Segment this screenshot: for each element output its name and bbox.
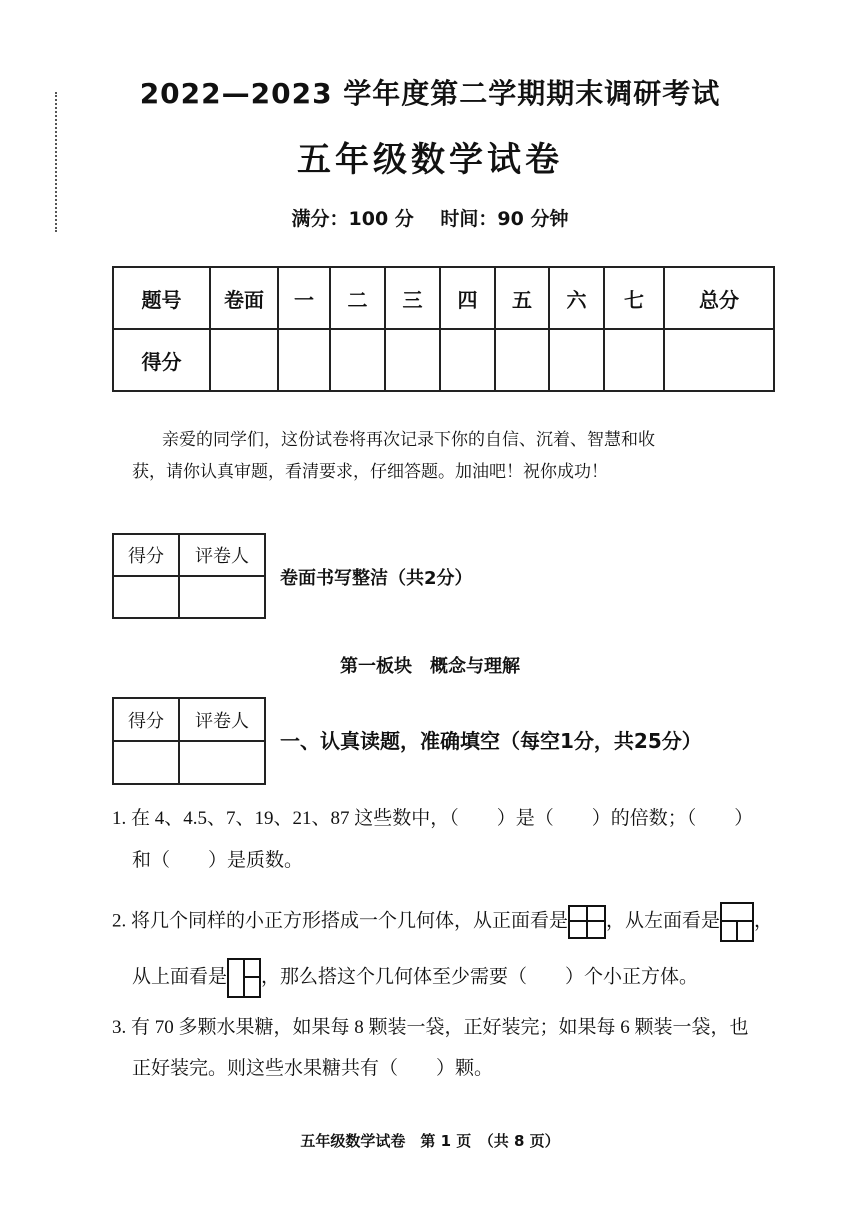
exam-subtitle: 五年级数学试卷 [297,140,563,180]
exam-title: 2022—2023 学年度第二学期期末调研考试 [139,77,721,110]
grader-score-label: 得分 [113,698,179,741]
grader-box-handwriting [112,533,266,619]
score-cell[interactable] [440,329,495,391]
page-footer: 五年级数学试卷 第 1 页 （共 8 页） [300,1132,560,1150]
question-2-text-d: 从上面看是 [132,966,228,988]
score-header-cell: 五 [495,267,549,329]
score-header-cell: 题号 [113,267,210,329]
question-3-line-2: 正好装完。则这些水果糖共有（ ）颗。 [132,1058,494,1079]
section-handwriting-title: 卷面书写整洁（共2分） [280,568,473,589]
grader-score-cell[interactable] [113,576,179,618]
full-score: 满分：100 分 [291,208,414,230]
score-header-cell: 总分 [664,267,774,329]
score-header-cell: 三 [385,267,440,329]
score-header-cell: 二 [330,267,385,329]
left-view-figure-icon [720,902,754,942]
score-header-cell: 六 [549,267,604,329]
question-2-text-b: ，从左面看是 [606,910,721,932]
grader-name-cell[interactable] [179,741,265,784]
exam-time: 时间：90 分钟 [440,208,569,230]
front-view-figure-icon [568,905,606,939]
grader-box-section-1 [112,697,266,785]
section-1-title: 一、认真读题，准确填空（每空1分，共25分） [280,729,702,753]
intro-line-1: 亲爱的同学们，这份试卷将再次记录下你的自信、沉着、智慧和收 [162,430,655,450]
score-table-score-row [113,329,774,391]
question-1-line-1: 1. 在 4、4.5、7、19、21、87 这些数中，（ ）是（ ）的倍数；（ ） [112,808,754,829]
grader-score-label: 得分 [113,534,179,576]
score-cell[interactable] [604,329,664,391]
question-2-line-2 [132,958,698,998]
score-row-label: 得分 [113,329,210,391]
intro-line-2: 获，请你认真审题，看清要求，仔细答题。加油吧！祝你成功！ [132,462,608,482]
score-header-cell: 卷面 [210,267,278,329]
score-header-cell: 四 [440,267,495,329]
score-cell[interactable] [385,329,440,391]
question-2-text-e: ，那么搭这个几何体至少需要（ ）个小正方体。 [261,966,699,988]
score-cell[interactable] [664,329,774,391]
score-cell[interactable] [495,329,549,391]
intro-text [132,424,772,488]
score-cell[interactable] [330,329,385,391]
question-3-line-1: 3. 有 70 多颗水果糖，如果每 8 颗装一袋，正好装完；如果每 6 颗装一袋，也 [112,1017,749,1038]
grader-score-cell[interactable] [113,741,179,784]
question-1-line-2: 和（ ）是质数。 [132,850,304,871]
top-view-figure-icon [227,958,261,998]
score-header-cell: 七 [604,267,664,329]
grader-name-cell[interactable] [179,576,265,618]
score-table-header-row [113,267,774,329]
score-cell[interactable] [549,329,604,391]
exam-meta [0,204,860,231]
question-2-text-c: ， [754,910,774,932]
score-cell[interactable] [278,329,330,391]
score-cell[interactable] [210,329,278,391]
question-2-text-a: 2. 将几个同样的小正方形搭成一个几何体，从正面看是 [112,910,569,932]
score-table [112,266,775,392]
question-2-line-1 [112,902,773,942]
score-header-cell: 一 [278,267,330,329]
grader-name-label: 评卷人 [179,534,265,576]
grader-name-label: 评卷人 [179,698,265,741]
block-title: 第一板块 概念与理解 [340,656,520,677]
